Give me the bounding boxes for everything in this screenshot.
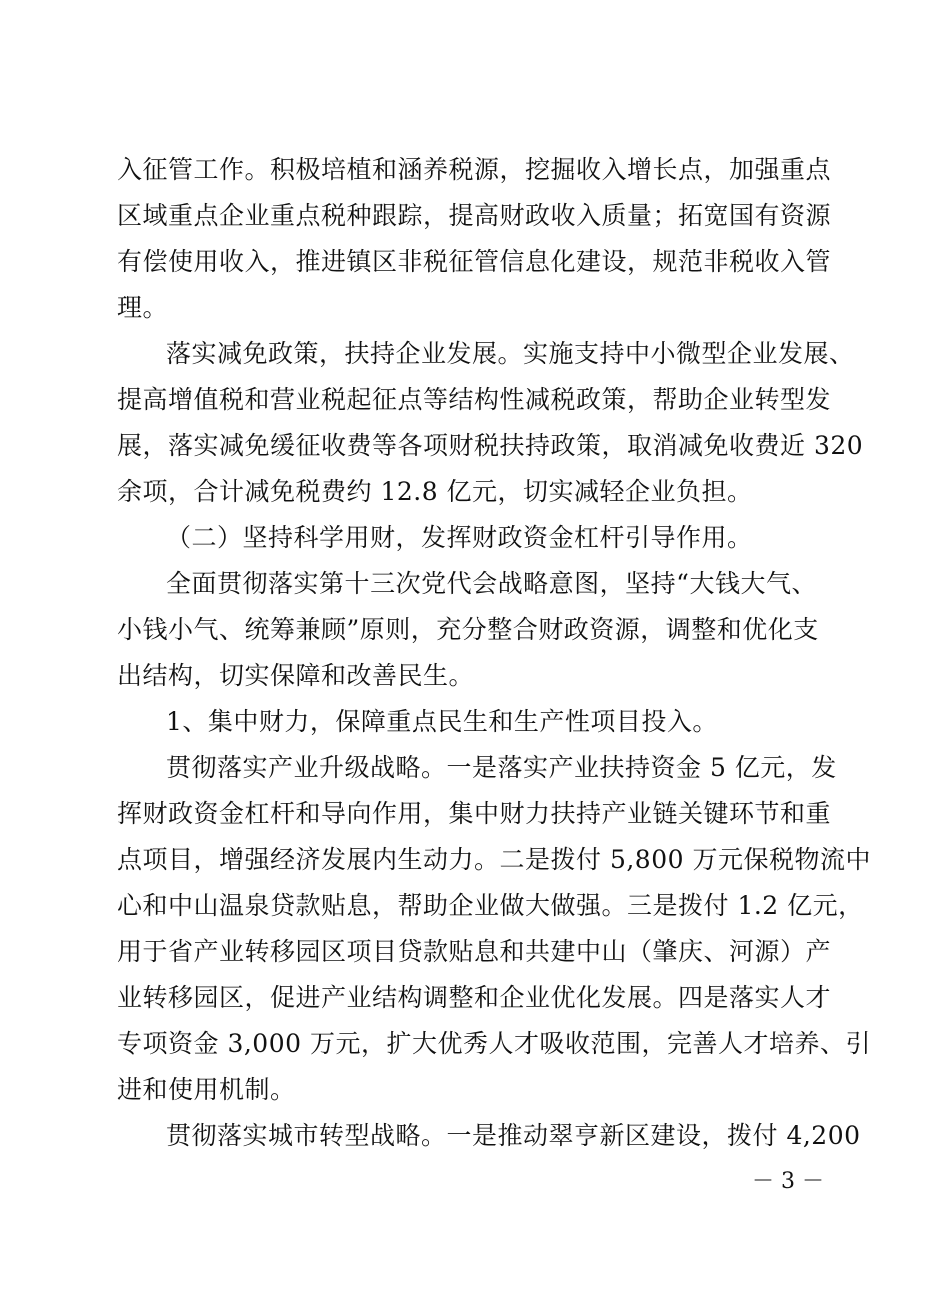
paragraph-line: 余项，合计减免税费约 12.8 亿元，切实减轻企业负担。	[117, 477, 753, 506]
paragraph-line: 进和使用机制。	[117, 1075, 296, 1104]
paragraph-line: 提高增值税和营业税起征点等结构性减税政策，帮助企业转型发	[117, 385, 832, 414]
paragraph-line: 用于省产业转移园区项目贷款贴息和共建中山（肇庆、河源）产	[117, 937, 832, 966]
paragraph-line: 落实减免政策，扶持企业发展。实施支持中小微型企业发展、	[166, 339, 855, 368]
paragraph-line: 出结构，切实保障和改善民生。	[117, 661, 475, 690]
section-heading: （二）坚持科学用财，发挥财政资金杠杆引导作用。	[166, 523, 753, 552]
paragraph-line: 区域重点企业重点税种跟踪，提高财政收入质量；拓宽国有资源	[117, 201, 832, 230]
page-number: － 3 －	[752, 1169, 824, 1194]
paragraph-line: 贯彻落实产业升级战略。一是落实产业扶持资金 5 亿元，发	[166, 753, 837, 782]
paragraph-line: 有偿使用收入，推进镇区非税征管信息化建设，规范非税收入管	[117, 247, 832, 276]
paragraph-line: 专项资金 3,000 万元，扩大优秀人才吸收范围，完善人才培养、引	[117, 1029, 871, 1058]
paragraph-line: 入征管工作。积极培植和涵养税源，挖掘收入增长点，加强重点	[117, 155, 832, 184]
paragraph-line: 贯彻落实城市转型战略。一是推动翠亨新区建设，拨付 4,200	[166, 1121, 861, 1150]
paragraph-line: 理。	[117, 293, 169, 322]
paragraph-line: 业转移园区，促进产业结构调整和企业优化发展。四是落实人才	[117, 983, 832, 1012]
paragraph-line: 展，落实减免缓征收费等各项财税扶持政策，取消减免收费近 320	[117, 431, 864, 460]
paragraph-line: 全面贯彻落实第十三次党代会战略意图，坚持“大钱大气、	[166, 569, 817, 598]
paragraph-line: 心和中山温泉贷款贴息，帮助企业做大做强。三是拨付 1.2 亿元，	[117, 891, 864, 920]
paragraph-line: 小钱小气、统筹兼顾”原则，充分整合财政资源，调整和优化支	[117, 615, 819, 644]
paragraph-line: 挥财政资金杠杆和导向作用，集中财力扶持产业链关键环节和重	[117, 799, 832, 828]
subsection-heading: 1、集中财力，保障重点民生和生产性项目投入。	[166, 707, 718, 736]
paragraph-line: 点项目，增强经济发展内生动力。二是拨付 5,800 万元保税物流中	[117, 845, 871, 874]
